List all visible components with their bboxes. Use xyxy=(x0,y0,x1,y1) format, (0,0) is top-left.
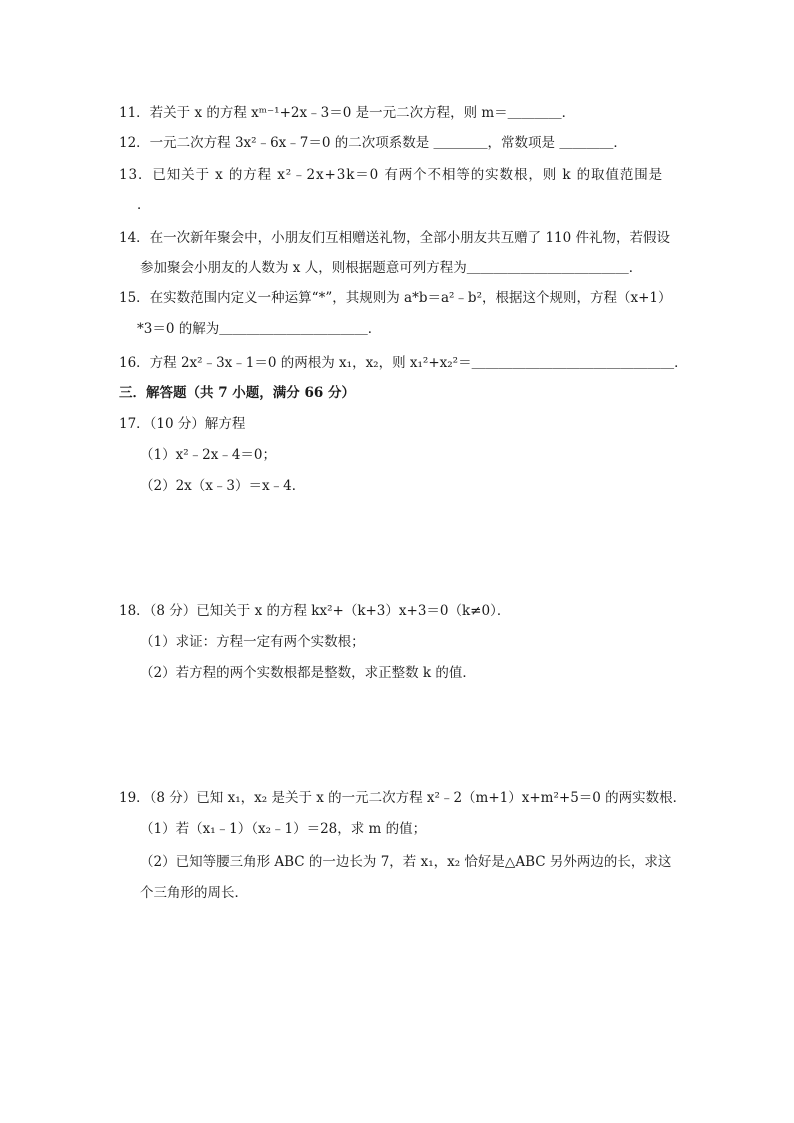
question-13-line1: 13．已知关于 x 的方程 x²﹣2x+3k＝0 有两个不相等的实数根，则 k 的取值范围是 xyxy=(119,167,664,183)
question-16: 16．方程 2x²﹣3x﹣1＝0 的两根为 x₁，x₂，则 x₁²+x₂²＝＿＿＿＿＿＿＿＿＿＿＿＿＿＿＿． xyxy=(119,355,688,371)
question-18-part1: （1）求证：方程一定有两个实数根； xyxy=(140,634,365,650)
question-13-line2: ． xyxy=(137,197,151,213)
question-18-part2: （2）若方程的两个实数根都是整数，求正整数 k 的值． xyxy=(140,665,476,681)
question-11: 11．若关于 x 的方程 xᵐ⁻¹+2x﹣3＝0 是一元二次方程，则 m＝＿＿＿＿． xyxy=(119,105,576,121)
question-17-part2: （2）2x（x﹣3）＝x﹣4． xyxy=(140,478,306,494)
section-3-heading: 三．解答题（共 7 小题，满分 66 分） xyxy=(119,385,355,401)
question-19-part2-line2: 个三角形的周长． xyxy=(140,885,248,901)
question-17: 17．（10 分）解方程 xyxy=(119,416,246,432)
question-19-part2-line1: （2）已知等腰三角形 ABC 的一边长为 7，若 x₁，x₂ 恰好是△ABC 另外两边的长，求这 xyxy=(140,854,672,870)
question-12: 12．一元二次方程 3x²﹣6x﹣7＝0 的二次项系数是 ＿＿＿＿，常数项是 ＿＿＿＿． xyxy=(119,135,627,151)
question-14-line2: 参加聚会小朋友的人数为 x 人，则根据题意可列方程为＿＿＿＿＿＿＿＿＿＿＿＿． xyxy=(140,260,643,276)
question-19: 19．（8 分）已知 x₁，x₂ 是关于 x 的一元二次方程 x²﹣2（m+1）x+m²+5＝0 的两实数根． xyxy=(119,790,687,806)
question-14-line1: 14．在一次新年聚会中，小朋友们互相赠送礼物，全部小朋友共互赠了 110 件礼物，若假设 xyxy=(119,230,671,246)
question-17-part1: （1）x²﹣2x﹣4＝0； xyxy=(140,447,276,463)
question-18: 18．（8 分）已知关于 x 的方程 kx²+（k+3）x+3＝0（k≠0）． xyxy=(119,603,511,619)
question-15-line1: 15．在实数范围内定义一种运算“*”，其规则为 a*b＝a²﹣b²，根据这个规则，方程（x+1） xyxy=(119,290,672,306)
question-19-part1: （1）若（x₁﹣1）（x₂﹣1）＝28，求 m 的值； xyxy=(140,821,427,837)
question-15-line2: *3＝0 的解为＿＿＿＿＿＿＿＿＿＿＿． xyxy=(137,321,382,337)
